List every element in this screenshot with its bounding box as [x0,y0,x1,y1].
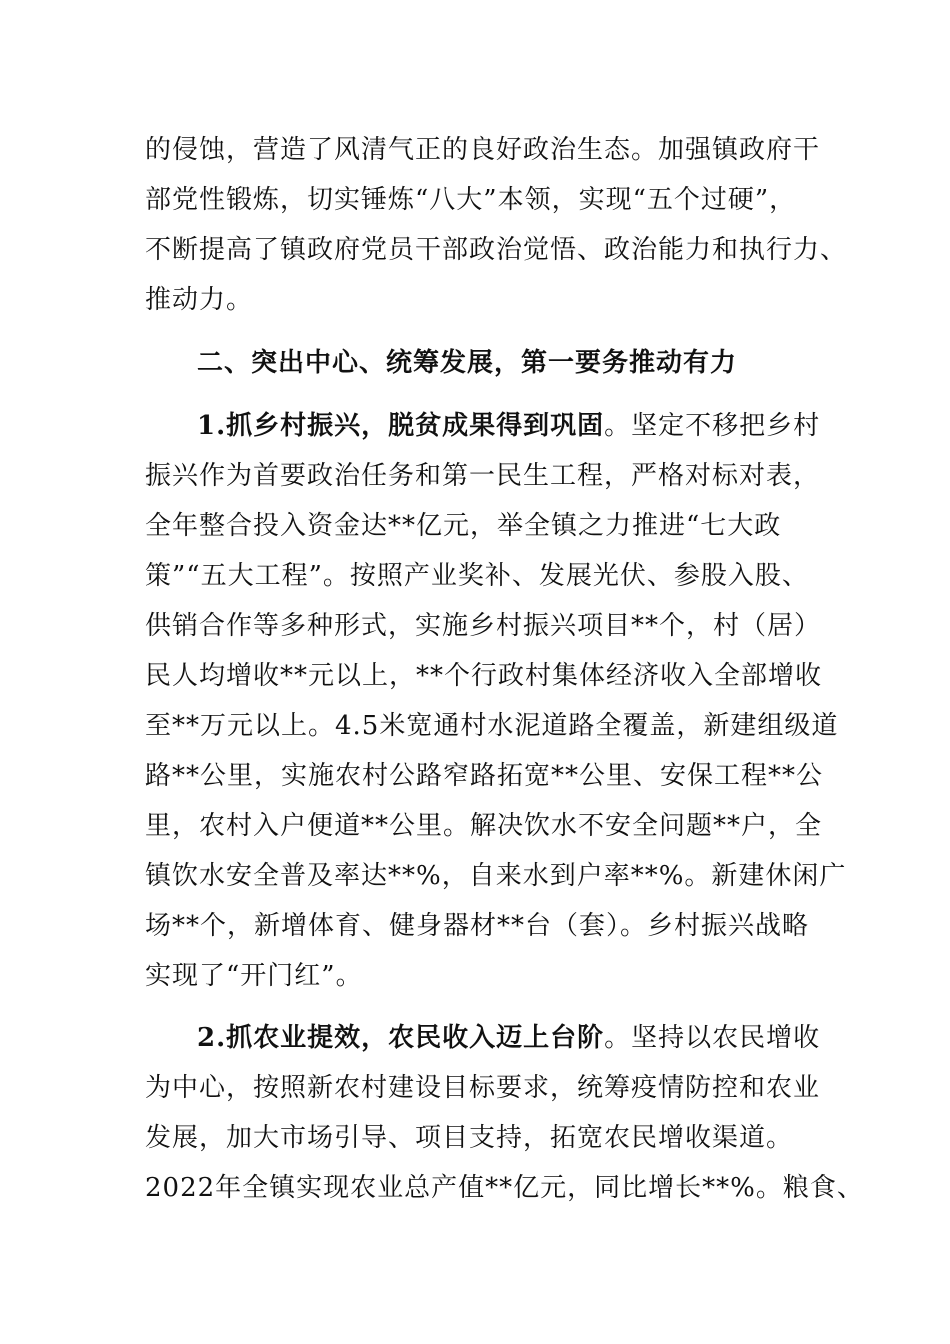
paragraph-line: 场**个，新增体育、健身器材**台（套）。乡村振兴战略 [145,911,810,941]
paragraph-line: 为中心，按照新农村建设目标要求，统筹疫情防控和农业 [145,1073,821,1103]
paragraph-line: 民人均增收**元以上，**个行政村集体经济收入全部增收 [145,661,823,691]
paragraph-line: 策”“五大工程”。按照产业奖补、发展光伏、参股入股、 [145,561,809,591]
paragraph-line: 发展，加大市场引导、项目支持，拓宽农民增收渠道。 [145,1123,794,1153]
paragraph-line: 供销合作等多种形式，实施乡村振兴项目**个，村（居） [145,611,822,641]
paragraph-line: 里，农村入户便道**公里。解决饮水不安全问题**户，全 [145,811,823,841]
paragraph-first-line [197,410,820,442]
paragraph-first-line [197,1022,820,1054]
paragraph-line: 至**万元以上。4.5米宽通村水泥道路全覆盖，新建组级道 [145,711,839,741]
paragraph-line: 不断提高了镇政府党员干部政治觉悟、政治能力和执行力、 [145,235,848,265]
paragraph-lead: 2.抓农业提效，农民收入迈上台阶 [197,1023,605,1053]
paragraph-line: 部党性锻炼，切实锤炼“八大”本领，实现“五个过硬”， [145,185,797,215]
paragraph-line: 路**公里，实施农村公路窄路拓宽**公里、安保工程**公 [145,761,824,791]
paragraph-lead: 1.抓乡村振兴，脱贫成果得到巩固 [197,411,605,441]
paragraph-lead-rest: 。坚定不移把乡村 [604,411,821,441]
section-heading: 二、突出中心、统筹发展，第一要务推动有力 [197,348,738,378]
paragraph-line: 2022年全镇实现农业总产值**亿元，同比增长**%。粮食、 [145,1173,864,1203]
paragraph-lead-rest: 。坚持以农民增收 [604,1023,821,1053]
paragraph-line: 实现了“开门红”。 [145,961,363,991]
paragraph-line: 振兴作为首要政治任务和第一民生工程，严格对标对表， [145,461,821,491]
paragraph-line: 镇饮水安全普及率达**%，自来水到户率**%。新建休闲广 [145,861,847,891]
paragraph-line: 全年整合投入资金达**亿元，举全镇之力推进“七大政 [145,511,782,541]
paragraph-line: 的侵蚀，营造了风清气正的良好政治生态。加强镇政府干 [145,135,821,165]
paragraph-line: 推动力。 [145,285,254,315]
